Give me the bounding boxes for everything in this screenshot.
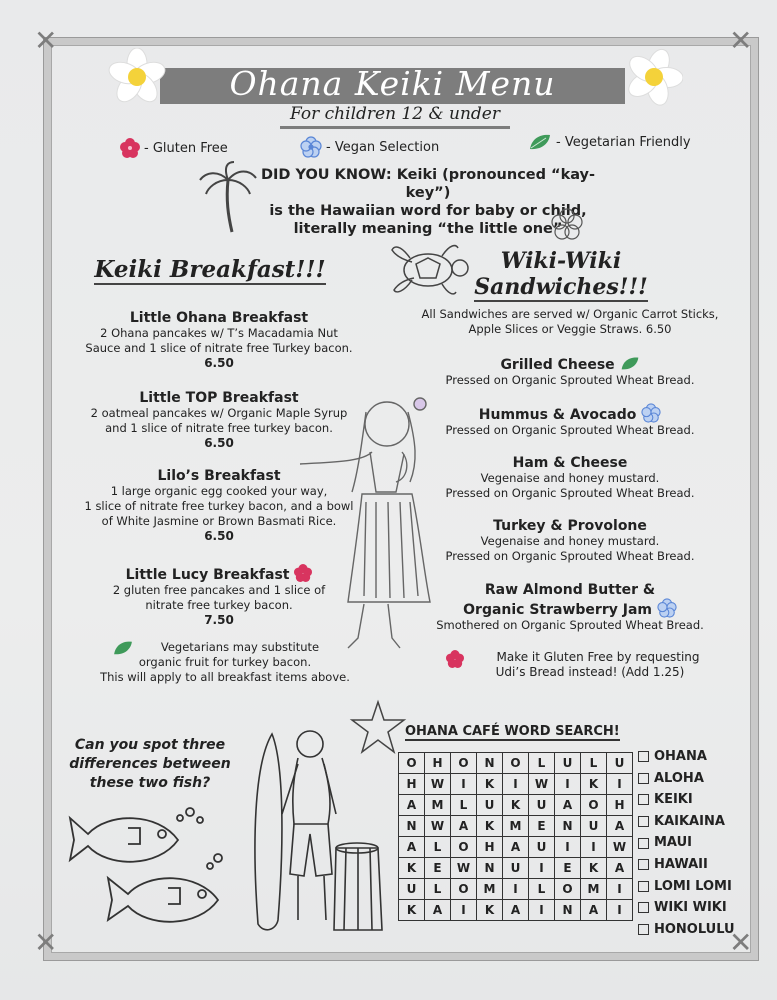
word-label: HONOLULU <box>654 921 735 937</box>
grid-cell[interactable]: A <box>399 795 425 816</box>
note-line: This will apply to all breakfast items above. <box>100 670 350 684</box>
plumeria-icon <box>108 48 166 106</box>
item-name: Ham & Cheese <box>512 455 628 471</box>
checkbox[interactable] <box>638 881 649 892</box>
word-label: HAWAII <box>654 856 708 872</box>
item-desc: 1 slice of nitrate free turkey bacon, and a bowl <box>84 499 354 513</box>
checkbox[interactable] <box>638 902 649 913</box>
intro-line: Apple Slices or Veggie Straws. 6.50 <box>468 322 672 336</box>
item-price: 6.50 <box>204 356 234 370</box>
sandwich-item <box>420 518 720 564</box>
item-desc: Vegenaise and honey mustard. <box>480 534 660 548</box>
grid-cell[interactable]: K <box>503 795 529 816</box>
grid-cell[interactable]: I <box>529 858 555 879</box>
checkbox[interactable] <box>638 773 649 784</box>
leaf-icon <box>528 133 552 151</box>
grid-cell[interactable]: W <box>451 858 477 879</box>
question-line: Can you spot three <box>74 737 226 753</box>
item-name-text: Organic Strawberry Jam <box>463 602 652 618</box>
grid-cell[interactable]: A <box>425 900 451 921</box>
hula-dancer-illustration <box>292 382 442 652</box>
item-desc: 2 gluten free pancakes and 1 slice of <box>112 583 326 597</box>
item-name <box>420 403 720 423</box>
did-you-know-line: is the Hawaiian word for baby or child, <box>269 203 587 219</box>
note-line: Vegetarians may substitute <box>160 640 320 654</box>
legend-label: - Vegan Selection <box>326 139 440 155</box>
grid-cell[interactable]: L <box>529 753 555 774</box>
word-label: OHANA <box>654 749 707 764</box>
grid-cell[interactable]: A <box>399 837 425 858</box>
did-you-know-line: DID YOU KNOW: Keiki (pronounced “kay-key”) <box>260 167 596 201</box>
note-line: Udi’s Bread instead! (Add 1.25) <box>495 665 685 679</box>
grid-cell[interactable]: H <box>477 837 503 858</box>
item-name <box>420 356 720 373</box>
item-desc: 2 Ohana pancakes w/ T’s Macadamia Nut <box>100 326 338 340</box>
item-name <box>420 598 720 618</box>
corner-tie-icon: ✕ <box>729 24 753 57</box>
sandwich-item <box>420 455 720 501</box>
item-name-text: Little Lucy Breakfast <box>125 567 290 583</box>
word-list-item[interactable] <box>638 811 735 833</box>
grid-cell[interactable]: O <box>451 753 477 774</box>
word-label: ALOHA <box>654 770 704 786</box>
sandwich-item <box>420 582 720 633</box>
fish-puzzle-question <box>60 736 240 793</box>
note-line: Make it Gluten Free by requesting <box>496 650 700 664</box>
word-list-item[interactable] <box>638 854 735 876</box>
word-label: WIKI WIKI <box>654 900 727 916</box>
item-desc: Smothered on Organic Sprouted Wheat Bread. <box>436 618 704 632</box>
item-name: Little TOP Breakfast <box>139 390 299 406</box>
item-name-text: Hummus & Avocado <box>478 407 637 423</box>
grid-cell[interactable]: N <box>555 816 581 837</box>
grid-cell[interactable]: W <box>425 816 451 837</box>
word-list-item[interactable] <box>638 746 735 768</box>
item-desc: Sauce and 1 slice of nitrate free Turkey bacon. <box>85 341 353 355</box>
checkbox[interactable] <box>638 816 649 827</box>
grid-cell[interactable]: U <box>399 879 425 900</box>
grid-cell[interactable]: I <box>607 900 633 921</box>
grid-cell[interactable]: M <box>477 879 503 900</box>
grid-cell[interactable]: H <box>607 795 633 816</box>
word-list-item[interactable] <box>638 897 735 919</box>
word-list-item[interactable] <box>638 789 735 811</box>
item-name: Lilo’s Breakfast <box>157 468 281 484</box>
word-list <box>638 746 735 940</box>
item-desc: 1 large organic egg cooked your way, <box>110 484 328 498</box>
word-list-item[interactable] <box>638 768 735 790</box>
grid-cell[interactable]: U <box>477 795 503 816</box>
grid-cell[interactable]: I <box>503 774 529 795</box>
grid-cell[interactable]: A <box>451 816 477 837</box>
grid-cell[interactable]: A <box>555 795 581 816</box>
word-list-item[interactable] <box>638 876 735 898</box>
grid-row <box>399 795 633 816</box>
grid-cell[interactable]: K <box>581 858 607 879</box>
item-price: 6.50 <box>204 436 234 450</box>
grid-row <box>399 816 633 837</box>
menu-subtitle: For children 12 & under <box>280 104 510 129</box>
word-label: LOMI LOMI <box>654 878 732 894</box>
blue-flower-icon <box>300 136 322 158</box>
grid-cell[interactable]: I <box>451 774 477 795</box>
grid-cell[interactable]: O <box>555 879 581 900</box>
grid-cell[interactable]: I <box>607 774 633 795</box>
grid-cell[interactable]: O <box>581 795 607 816</box>
grid-cell[interactable]: I <box>503 879 529 900</box>
grid-cell[interactable]: A <box>503 900 529 921</box>
item-desc: 2 oatmeal pancakes w/ Organic Maple Syrup <box>90 406 348 420</box>
grid-cell[interactable]: O <box>451 879 477 900</box>
legend-vegan <box>300 136 439 158</box>
grid-cell[interactable]: L <box>581 753 607 774</box>
sea-turtle-icon <box>390 234 474 302</box>
grid-cell[interactable]: I <box>581 837 607 858</box>
breakfast-item <box>60 310 378 370</box>
hibiscus-icon <box>120 138 140 158</box>
word-list-item[interactable] <box>638 919 735 941</box>
plumeria-icon <box>625 48 683 106</box>
grid-cell[interactable]: I <box>607 879 633 900</box>
word-search-title: OHANA CAFÉ WORD SEARCH! <box>405 724 620 739</box>
grid-row <box>399 879 633 900</box>
grid-cell[interactable]: L <box>529 879 555 900</box>
grid-cell[interactable]: O <box>451 837 477 858</box>
word-label: KEIKI <box>654 792 693 808</box>
menu-title: Ohana Keiki Menu <box>229 64 556 103</box>
sandwich-section-title <box>466 248 656 302</box>
grid-cell[interactable]: U <box>529 837 555 858</box>
grid-row <box>399 837 633 858</box>
item-name: Turkey & Provolone <box>493 518 647 534</box>
grid-cell[interactable]: K <box>477 900 503 921</box>
grid-cell[interactable]: O <box>503 753 529 774</box>
section-title-line: Wiki-Wiki <box>500 248 622 274</box>
checkbox[interactable] <box>638 751 649 762</box>
did-you-know-line: literally meaning “the little one” <box>293 221 563 237</box>
checkbox[interactable] <box>638 924 649 935</box>
note-line: organic fruit for turkey bacon. <box>138 655 312 669</box>
item-desc: Pressed on Organic Sprouted Wheat Bread. <box>445 486 695 500</box>
grid-row <box>399 858 633 879</box>
grid-cell[interactable]: E <box>529 816 555 837</box>
grid-cell[interactable]: U <box>555 753 581 774</box>
grid-row <box>399 774 633 795</box>
question-line: these two fish? <box>89 775 211 791</box>
blue-flower-icon <box>657 598 677 618</box>
item-desc: Vegenaise and honey mustard. <box>480 471 660 485</box>
item-price: 6.50 <box>204 529 234 543</box>
breakfast-section-title: Keiki Breakfast!!! <box>94 256 326 283</box>
grid-cell[interactable]: L <box>451 795 477 816</box>
grid-cell[interactable]: K <box>399 900 425 921</box>
item-desc: Pressed on Organic Sprouted Wheat Bread. <box>445 423 695 437</box>
legend-label: - Gluten Free <box>144 140 228 156</box>
grid-row <box>399 753 633 774</box>
grid-cell[interactable]: M <box>425 795 451 816</box>
leaf-icon <box>620 356 640 371</box>
item-desc: and 1 slice of nitrate free turkey bacon. <box>105 421 333 435</box>
section-title-line: Sandwiches!!! <box>474 274 648 300</box>
grid-cell[interactable]: I <box>451 900 477 921</box>
grid-cell[interactable]: W <box>529 774 555 795</box>
legend-label: - Vegetarian Friendly <box>556 134 691 150</box>
grid-cell[interactable]: U <box>503 858 529 879</box>
checkbox[interactable] <box>638 859 649 870</box>
grid-cell[interactable]: A <box>607 858 633 879</box>
grid-cell[interactable]: K <box>581 774 607 795</box>
grid-cell[interactable]: W <box>425 774 451 795</box>
grid-cell[interactable]: I <box>555 837 581 858</box>
item-name: Raw Almond Butter & <box>484 582 656 598</box>
corner-tie-icon: ✕ <box>34 926 58 959</box>
grid-cell[interactable]: I <box>529 900 555 921</box>
word-search-grid <box>398 752 633 921</box>
grid-cell[interactable]: I <box>555 774 581 795</box>
checkbox[interactable] <box>638 794 649 805</box>
item-desc: Pressed on Organic Sprouted Wheat Bread. <box>445 373 695 387</box>
grid-cell[interactable]: H <box>425 753 451 774</box>
corner-tie-icon: ✕ <box>34 24 58 57</box>
grid-cell[interactable]: K <box>399 858 425 879</box>
grid-cell[interactable]: K <box>477 774 503 795</box>
grid-cell[interactable]: N <box>399 816 425 837</box>
word-list-item[interactable] <box>638 832 735 854</box>
intro-line: All Sandwiches are served w/ Organic Carrot Sticks, <box>421 307 719 321</box>
grid-cell[interactable]: E <box>555 858 581 879</box>
blue-flower-icon <box>641 403 661 423</box>
legend-vegetarian <box>528 133 691 151</box>
item-desc: nitrate free turkey bacon. <box>145 598 293 612</box>
flower-outline-icon <box>548 206 586 242</box>
sandwich-intro <box>405 307 735 337</box>
grid-cell[interactable]: U <box>581 816 607 837</box>
grid-cell[interactable]: W <box>607 837 633 858</box>
checkbox[interactable] <box>638 838 649 849</box>
grid-cell[interactable]: U <box>529 795 555 816</box>
grid-cell[interactable]: O <box>399 753 425 774</box>
item-name: Little Ohana Breakfast <box>129 310 309 326</box>
grid-cell[interactable]: M <box>503 816 529 837</box>
grid-cell[interactable]: N <box>477 753 503 774</box>
item-desc: of White Jasmine or Brown Basmati Rice. <box>101 514 337 528</box>
sandwich-item <box>420 403 720 438</box>
grid-cell[interactable]: N <box>477 858 503 879</box>
grid-row <box>399 900 633 921</box>
two-fish-illustration <box>68 804 228 928</box>
grid-cell[interactable]: N <box>555 900 581 921</box>
corner-tie-icon: ✕ <box>729 926 753 959</box>
item-name-text: Grilled Cheese <box>500 357 615 373</box>
grid-cell[interactable]: L <box>425 879 451 900</box>
grid-cell[interactable]: L <box>425 837 451 858</box>
grid-cell[interactable]: U <box>607 753 633 774</box>
word-label: MAUI <box>654 835 692 851</box>
starfish-icon <box>348 698 408 758</box>
gluten-free-note <box>450 650 730 680</box>
grid-cell[interactable]: M <box>581 879 607 900</box>
grid-cell[interactable]: A <box>607 816 633 837</box>
grid-cell[interactable]: H <box>399 774 425 795</box>
item-price: 7.50 <box>204 613 234 627</box>
question-line: differences between <box>69 756 231 772</box>
grid-cell[interactable]: A <box>581 900 607 921</box>
sandwich-item <box>420 356 720 388</box>
legend-gluten-free <box>120 138 228 158</box>
grid-cell[interactable]: E <box>425 858 451 879</box>
word-label: KAIKAINA <box>654 813 725 829</box>
grid-cell[interactable]: K <box>477 816 503 837</box>
item-desc: Pressed on Organic Sprouted Wheat Bread. <box>445 549 695 563</box>
grid-cell[interactable]: A <box>503 837 529 858</box>
